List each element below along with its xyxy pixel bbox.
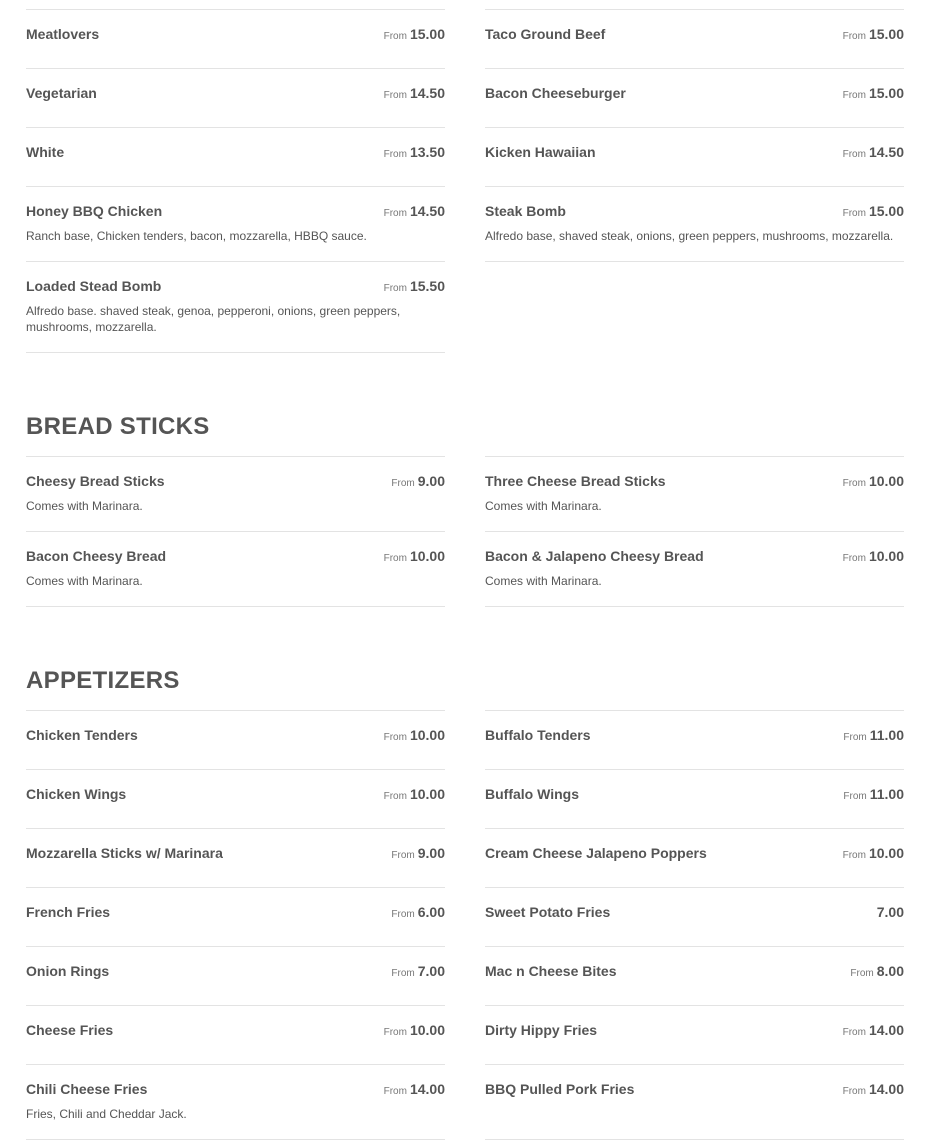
- menu-item[interactable]: [26, 828, 445, 887]
- from-label: From: [391, 909, 415, 920]
- item-price: [384, 786, 445, 804]
- divider: [26, 1139, 445, 1140]
- item-description: Ranch base, Chicken tenders, bacon, mozzarella, HBBQ sauce.: [26, 229, 367, 243]
- from-label: From: [383, 1027, 407, 1038]
- item-name: Mac n Cheese Bites: [485, 963, 617, 979]
- item-name: Cheesy Bread Sticks: [26, 473, 165, 489]
- menu-item[interactable]: [26, 186, 445, 261]
- divider: [485, 828, 904, 829]
- item-name: Chicken Wings: [26, 786, 127, 802]
- price-value: 10.00: [868, 845, 904, 861]
- item-description: Alfredo base. shaved steak, genoa, pepperoni, onions, green peppers, mushrooms, mozzarella.: [26, 304, 401, 334]
- menu-item[interactable]: [26, 1005, 445, 1064]
- from-label: From: [391, 850, 415, 861]
- item-price: [384, 26, 445, 44]
- divider: [485, 531, 904, 532]
- item-name: Bacon Cheeseburger: [485, 85, 626, 101]
- price-value: 10.00: [409, 727, 445, 743]
- from-label: From: [383, 31, 407, 42]
- from-label: From: [383, 732, 407, 743]
- menu-item[interactable]: [485, 531, 904, 606]
- item-price: [843, 144, 904, 162]
- divider: [26, 68, 445, 69]
- item-description: Comes with Marinara.: [26, 499, 143, 513]
- item-name: Vegetarian: [26, 85, 97, 101]
- item-name: Loaded Stead Bomb: [26, 278, 162, 294]
- divider: [26, 9, 445, 10]
- item-price: [843, 845, 904, 863]
- item-price: [384, 727, 445, 745]
- price-value: 11.00: [869, 727, 904, 743]
- item-name: Cheese Fries: [26, 1022, 114, 1038]
- item-price: [843, 548, 904, 566]
- item-price: [391, 473, 445, 491]
- from-label: From: [842, 478, 866, 489]
- divider: [26, 887, 445, 888]
- item-price: [391, 963, 445, 981]
- item-name: Mozzarella Sticks w/ Marinara: [26, 845, 223, 861]
- divider: [26, 710, 445, 711]
- item-name: Bacon & Jalapeno Cheesy Bread: [485, 548, 704, 564]
- price-value: 14.50: [409, 85, 445, 101]
- from-label: From: [391, 478, 415, 489]
- from-label: From: [383, 791, 407, 802]
- menu-item[interactable]: [485, 68, 904, 127]
- price-value: 14.00: [868, 1081, 904, 1097]
- item-price: [384, 1081, 445, 1099]
- price-value: 15.00: [409, 26, 445, 42]
- item-description: Comes with Marinara.: [26, 574, 143, 588]
- divider: [26, 261, 445, 262]
- item-description: Alfredo base, shaved steak, onions, green peppers, mushrooms, mozzarella.: [485, 229, 894, 243]
- divider: [26, 531, 445, 532]
- from-label: From: [842, 1086, 866, 1097]
- item-name: Bacon Cheesy Bread: [26, 548, 167, 564]
- divider: [26, 828, 445, 829]
- item-name: Meatlovers: [26, 26, 100, 42]
- menu-item[interactable]: [26, 456, 445, 531]
- from-label: From: [842, 208, 866, 219]
- item-name: Buffalo Wings: [485, 786, 579, 802]
- from-label: From: [842, 90, 866, 101]
- menu-item[interactable]: [485, 186, 904, 261]
- price-value: 14.00: [868, 1022, 904, 1038]
- divider: [26, 127, 445, 128]
- item-price: [391, 904, 445, 922]
- price-value: 10.00: [409, 548, 445, 564]
- divider: [485, 186, 904, 187]
- menu-item[interactable]: [26, 127, 445, 186]
- from-label: From: [383, 90, 407, 101]
- divider: [26, 1005, 445, 1006]
- divider: [26, 1064, 445, 1065]
- from-label: From: [842, 149, 866, 160]
- item-description: Fries, Chili and Cheddar Jack.: [26, 1107, 187, 1121]
- menu-item[interactable]: [485, 127, 904, 186]
- menu-item[interactable]: [485, 1005, 904, 1064]
- section-title-bread-sticks: BREAD STICKS: [26, 413, 210, 440]
- divider: [26, 606, 445, 607]
- price-value: 10.00: [409, 1022, 445, 1038]
- item-name: Chili Cheese Fries: [26, 1081, 148, 1097]
- item-name: Taco Ground Beef: [485, 26, 606, 42]
- divider: [26, 946, 445, 947]
- menu-item[interactable]: [485, 9, 904, 68]
- divider: [485, 9, 904, 10]
- divider: [485, 456, 904, 457]
- item-name: Steak Bomb: [485, 203, 566, 219]
- from-label: From: [383, 1086, 407, 1097]
- price-value: 7.00: [417, 963, 445, 979]
- item-price: [843, 1081, 904, 1099]
- menu-item[interactable]: [485, 456, 904, 531]
- divider: [485, 127, 904, 128]
- item-name: Three Cheese Bread Sticks: [485, 473, 666, 489]
- menu-item[interactable]: [485, 710, 904, 769]
- from-label: From: [391, 968, 415, 979]
- divider: [485, 606, 904, 607]
- from-label: From: [842, 1027, 866, 1038]
- divider: [26, 352, 445, 353]
- menu-item[interactable]: [26, 531, 445, 606]
- price-value: 10.00: [868, 548, 904, 564]
- item-name: Onion Rings: [26, 963, 110, 979]
- menu-item[interactable]: [26, 1064, 445, 1139]
- price-value: 15.00: [868, 85, 904, 101]
- from-label: From: [383, 553, 407, 564]
- menu-item[interactable]: [485, 946, 904, 1005]
- menu-item[interactable]: [26, 769, 445, 828]
- divider: [485, 946, 904, 947]
- item-name: Sweet Potato Fries: [485, 904, 611, 920]
- item-name: Chicken Tenders: [26, 727, 138, 743]
- price-value: 15.00: [868, 203, 904, 219]
- menu-item[interactable]: [485, 828, 904, 887]
- price-value: 11.00: [869, 786, 904, 802]
- price-value: 14.50: [868, 144, 904, 160]
- item-description: Comes with Marinara.: [485, 499, 602, 513]
- price-value: 13.50: [409, 144, 445, 160]
- item-price: [384, 548, 445, 566]
- from-label: From: [842, 31, 866, 42]
- item-price: [384, 203, 445, 221]
- item-name: French Fries: [26, 904, 111, 920]
- menu-item[interactable]: [26, 946, 445, 1005]
- price-value: 10.00: [868, 473, 904, 489]
- divider: [485, 710, 904, 711]
- item-price: [850, 963, 904, 981]
- divider: [26, 186, 445, 187]
- item-name: Dirty Hippy Fries: [485, 1022, 598, 1038]
- menu-item[interactable]: [26, 9, 445, 68]
- item-name: Kicken Hawaiian: [485, 144, 596, 160]
- divider: [26, 769, 445, 770]
- item-price: [391, 845, 445, 863]
- price-value: 8.00: [876, 963, 904, 979]
- menu-item[interactable]: [26, 261, 445, 352]
- from-label: From: [383, 208, 407, 219]
- divider: [485, 887, 904, 888]
- item-price: [843, 786, 904, 804]
- price-value: 7.00: [876, 904, 904, 920]
- menu-item[interactable]: [485, 887, 904, 946]
- from-label: From: [842, 553, 866, 564]
- item-price: [843, 26, 904, 44]
- menu-item[interactable]: [26, 68, 445, 127]
- item-price: [843, 85, 904, 103]
- divider: [26, 456, 445, 457]
- price-value: 15.00: [868, 26, 904, 42]
- from-label: From: [843, 732, 867, 743]
- menu-item[interactable]: [26, 710, 445, 769]
- item-price: [384, 85, 445, 103]
- divider: [485, 1064, 904, 1065]
- from-label: From: [843, 791, 867, 802]
- from-label: From: [850, 968, 874, 979]
- item-price: [843, 727, 904, 745]
- price-value: 15.50: [409, 278, 445, 294]
- item-description: Comes with Marinara.: [485, 574, 602, 588]
- from-label: From: [383, 149, 407, 160]
- section-title-appetizers: APPETIZERS: [26, 667, 180, 694]
- menu-item[interactable]: [485, 769, 904, 828]
- item-price: [843, 1022, 904, 1040]
- item-price: [843, 473, 904, 491]
- item-name: White: [26, 144, 65, 160]
- price-value: 9.00: [417, 845, 445, 861]
- item-price: [843, 203, 904, 221]
- menu-item[interactable]: [485, 1064, 904, 1139]
- from-label: From: [383, 283, 407, 294]
- divider: [485, 261, 904, 262]
- price-value: 14.50: [409, 203, 445, 219]
- item-name: BBQ Pulled Pork Fries: [485, 1081, 635, 1097]
- item-price: [384, 278, 445, 296]
- item-price: [877, 904, 904, 922]
- item-name: Honey BBQ Chicken: [26, 203, 163, 219]
- price-value: 9.00: [417, 473, 445, 489]
- price-value: 10.00: [409, 786, 445, 802]
- menu-item[interactable]: [26, 887, 445, 946]
- item-name: Buffalo Tenders: [485, 727, 591, 743]
- price-value: 14.00: [409, 1081, 445, 1097]
- item-name: Cream Cheese Jalapeno Poppers: [485, 845, 707, 861]
- item-price: [384, 1022, 445, 1040]
- divider: [485, 1005, 904, 1006]
- divider: [485, 769, 904, 770]
- price-value: 6.00: [417, 904, 445, 920]
- item-price: [384, 144, 445, 162]
- from-label: From: [842, 850, 866, 861]
- divider: [485, 68, 904, 69]
- divider: [485, 1139, 904, 1140]
